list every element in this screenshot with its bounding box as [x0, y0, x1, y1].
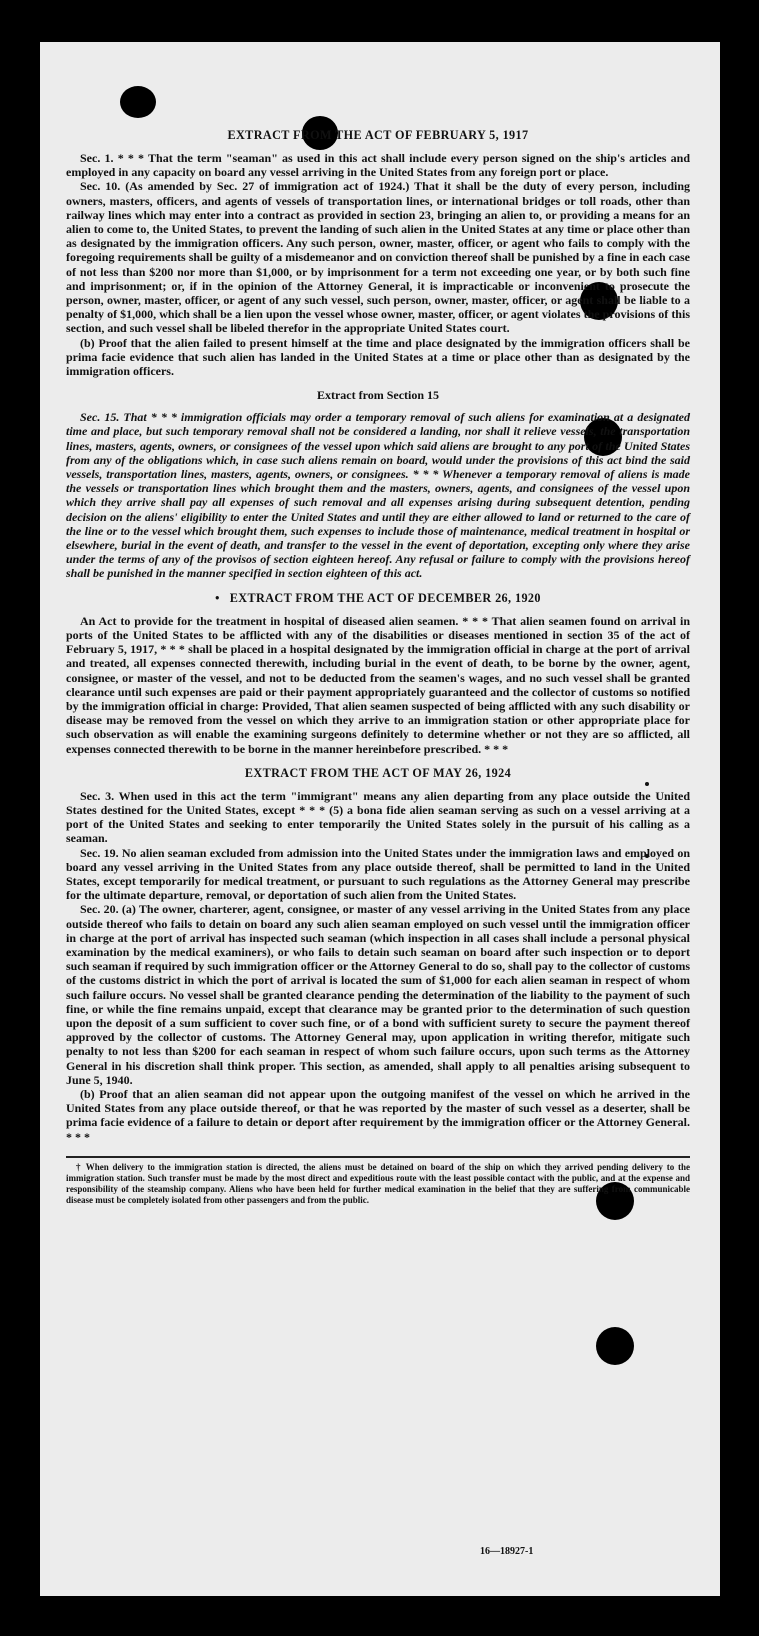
form-number: 16—18927-1	[480, 1546, 534, 1557]
punch-hole	[596, 1327, 634, 1365]
punch-hole	[120, 86, 156, 118]
heading-act-1924: EXTRACT FROM THE ACT OF MAY 26, 1924	[244, 765, 512, 780]
subheading-section-15: Extract from Section 15	[316, 388, 440, 403]
heading-act-1917: EXTRACT FROM THE ACT OF FEBRUARY 5, 1917	[227, 128, 529, 142]
paragraph-sec-10: Sec. 10. (As amended by Sec. 27 of immigration act of 1924.) That it shall be the duty of every person, including owners, masters, officers, and agents of vessels of transportation lines, or international bridges or toll roads, other than railway lines which may enter into a contract as provided in section 23, bringing an alien to, or providing a means for an alien to come to, the United States, to prevent the landing of such alien in the United States at any time or place other than as designated by the immigration officers. Any such person, owner, master, officer, or agent who fails to comply with the foregoing requirements shall be guilty of a misdemeanor and on conviction thereof shall be punished by a fine in each case of not less than $200 nor more than $1,000, or by imprisonment for a term not exceeding one year, or by both such fine and imprisonment; or, if in the opinion of the Attorney General, it is impracticable or inconvenient to prosecute the person, owner, master, officer, or agent of any such vessel, such person, owner, master, officer, or agent shall be liable to a penalty of $1,000, which shall be a lien upon the vessel whose owner, master, officer, or agent violates the provisions of this section, and such vessel shall be libeled therefor in the appropriate United States court.	[66, 179, 690, 336]
paragraph-act-1920: An Act to provide for the treatment in hospital of diseased alien seamen. * * * That alien seamen found on arrival in ports of the United States to be afflicted with any of the disabilities or diseases mentioned in section 35 of the act of February 5, 1917, * * * shall be placed in a hospital designated by the immigration official in charge at the port of arrival and treated, all expenses connected therewith, including burial in the event of death, to be borne by the owner, agent, consignee, or master of the vessel, and not to be deducted from the seamen's wages, and no such vessel shall be granted clearance until such expenses are paid or their payment appropriately guaranteed and the collector of customs so notified by the immigration official in charge: Provided, That alien seamen suspected of being afflicted with any such disability or disease may be removed from the vessel on which they arrive to an immigration station or other appropriate place for such observation as will enable the examining surgeons definitely to determine whether or not they are so afflicted, all expenses connected therewith to be borne in the manner hereinbefore prescribed. * * *	[66, 613, 690, 756]
paragraph-sec-10b: (b) Proof that the alien failed to present himself at the time and place designated by the immigration officers shall be prima facie evidence that such alien has landed in the United States at a time or place other than as designated by the immigration officers.	[66, 335, 690, 379]
paragraph-sec-20b: (b) Proof that an alien seaman did not appear upon the outgoing manifest of the vessel on which he arrived in the United States from any place outside thereof, or that he was reported by the master of such vessel as a deserter, shall be prima facie evidence of a failure to detain or deport after requirement by the immigration officer or the Attorney General. * * *	[66, 1086, 690, 1144]
bullet-icon: •	[215, 590, 220, 605]
paragraph-sec-19: Sec. 19. No alien seaman excluded from admission into the United States under the immigration laws and employed on board any vessel arriving in the United States from any place outside thereof, shall be permitted to land in the United States, except temporarily for medical treatment, or pursuant to such regulations as the Attorney General may prescribe for the ultimate departure, removal, or deportation of such alien from the United States.	[66, 845, 690, 903]
heading-act-1920: • EXTRACT FROM THE ACT OF DECEMBER 26, 1920	[215, 590, 541, 605]
paragraph-sec-3: Sec. 3. When used in this act the term "immigrant" means any alien departing from any place outside the United States destined for the United States, except * * * (5) a bona fide alien seaman serving as such on a vessel arriving at a port of the United States and seeking to enter temporarily the United States solely in the pursuit of his calling as a seaman.	[66, 788, 690, 846]
paragraph-sec-20: Sec. 20. (a) The owner, charterer, agent, consignee, or master of any vessel arriving in the United States from any place outside thereof who fails to detain on board any such alien seaman employed on such vessel until the immigration officer in charge at the port of arrival has inspected such seaman (which inspection in all cases shall include a personal physical examination by the medical examiners), or who fails to detain such seaman on board after such inspection or to deport such seaman if required by such immigration officer or the Attorney General to do so, shall pay to the collector of customs of the customs district in which the port of arrival is located the sum of $1,000 for each alien seaman in respect of whom such failure occurs. No vessel shall be granted clearance pending the determination of the liability to the payment of such fine, or while the fine remains unpaid, except that clearance may be granted prior to the determination of such question upon the deposit of a sum sufficient to cover such fine, or of a bond with sufficient surety to secure the payment thereof approved by the collector of customs. The Attorney General may, upon application in writing therefor, mitigate such penalty to not less than $200 for each seaman in respect of whom such failure occurs, upon such terms as the Attorney General in his discretion shall think proper. This section, as amended, shall apply to all penalties arising subsequent to June 5, 1940.	[66, 902, 690, 1087]
footnote: † When delivery to the immigration station is directed, the aliens must be detained on board of the ship on which they arrived pending delivery to the immigration station. Such transfer must be made by the most direct and expeditious route with the least possible contact with the public, and at the expense and responsibility of the steamship company. Aliens who have been held for further medical examination in the belief that they are suffering from communicable disease must be completely isolated from other passengers and from the public.	[66, 1161, 690, 1205]
footnote-divider	[66, 1156, 690, 1158]
document-body	[66, 128, 690, 1206]
paragraph-sec-1: Sec. 1. * * * That the term "seaman" as used in this act shall include every person signed on the ship's articles and employed in any capacity on board any vessel arriving in the United States from any foreign port or place.	[66, 151, 690, 180]
paragraph-sec-15: Sec. 15. That * * * immigration officials may order a temporary removal of such aliens for examination at a designated time and place, but such temporary removal shall not be considered a landing, nor shall it relieve vessels, the transportation lines, masters, agents, owners, or consignees of the vessel upon which said aliens are brought to any port of the United States from any of the obligations which, in case such aliens remain on board, would under the provisions of this act bind the said vessels, transportation lines, masters, agents, owners, or consignees. * * * Whenever a temporary removal of aliens is made the vessels or transportation lines which brought them and the masters, owners, agents, and consignees of the vessel upon which they arrive shall pay all expenses of such removal and all expenses arising during subsequent detention, pending decision on the aliens' eligibility to enter the United States and until they are either allowed to land or returned to the care of the line or to the vessel which brought them, such expenses to include those of maintenance, medical treatment in hospital or elsewhere, burial in the event of death, and transfer to the vessel in the event of deportation, excepting only where they arise under the terms of any of the provisos of section eighteen hereof. Any refusal or failure to comply with the provisions hereof shall be punished in the manner specified in section eighteen of this act.	[66, 410, 690, 581]
document-page	[40, 42, 720, 1596]
